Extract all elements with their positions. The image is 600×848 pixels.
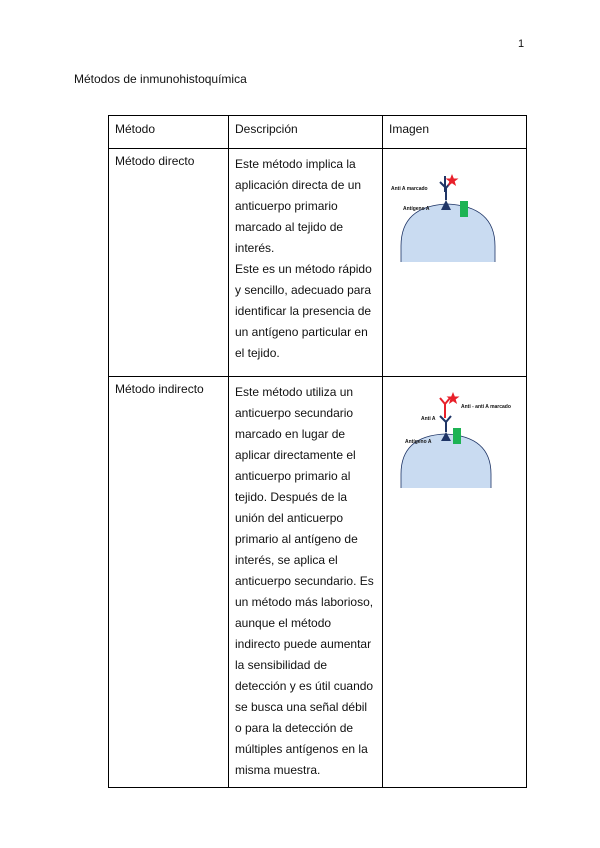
methods-table bbox=[108, 115, 527, 788]
table-header-row bbox=[109, 116, 527, 149]
label-anti-a-marcado: Anti A marcado bbox=[391, 186, 428, 192]
image-cell-indirect bbox=[383, 377, 527, 788]
page-number: 1 bbox=[518, 38, 525, 50]
direct-method-figure bbox=[389, 154, 519, 264]
target-antigen-marker bbox=[453, 428, 461, 444]
header-method: Método bbox=[109, 116, 229, 149]
table-row-indirect bbox=[109, 377, 527, 788]
secondary-antibody-icon bbox=[440, 398, 450, 418]
document-title: Métodos de inmunohistoquímica bbox=[74, 72, 247, 86]
label-antigeno-a: Antígeno A bbox=[405, 439, 432, 445]
description-indirect: Este método utiliza un anticuerpo secundario marcado en lugar de aplicar directamente el anticuerpo primario al tejido. Después de la unión del anticuerpo primario al antígeno de interés, se aplica el anticuerpo secundario. Es un método más laborioso, aunque el método indirecto puede aumentar la sensibilidad de detección y es útil cuando se busca una señal débil o para la detección de múltiples antígenos en la misma muestra. bbox=[229, 377, 383, 788]
label-anti-a: Anti A bbox=[421, 416, 436, 422]
method-name-indirect: Método indirecto bbox=[109, 377, 229, 788]
marker-star-icon bbox=[447, 392, 460, 404]
label-antigeno-a: Antígeno A bbox=[403, 206, 430, 212]
tissue-shape bbox=[401, 204, 495, 262]
header-description: Descripción bbox=[229, 116, 383, 149]
description-direct-paragraph-1: Este método implica la aplicación directa de un anticuerpo primario marcado al tejido de interés. bbox=[235, 157, 362, 255]
image-cell-direct bbox=[383, 149, 527, 377]
indirect-method-figure bbox=[389, 382, 523, 492]
table-row-direct bbox=[109, 149, 527, 377]
description-direct-paragraph-2: Este es un método rápido y sencillo, adecuado para identificar la presencia de un antígeno particular en el tejido. bbox=[235, 262, 372, 360]
label-anti-anti-a-marcado: Anti - anti A marcado bbox=[461, 404, 511, 410]
marker-star-icon bbox=[446, 174, 459, 186]
method-name-direct: Método directo bbox=[109, 149, 229, 377]
target-antigen-marker bbox=[460, 201, 468, 217]
header-image: Imagen bbox=[383, 116, 527, 149]
description-direct bbox=[229, 149, 383, 377]
primary-antibody-icon bbox=[440, 416, 451, 432]
